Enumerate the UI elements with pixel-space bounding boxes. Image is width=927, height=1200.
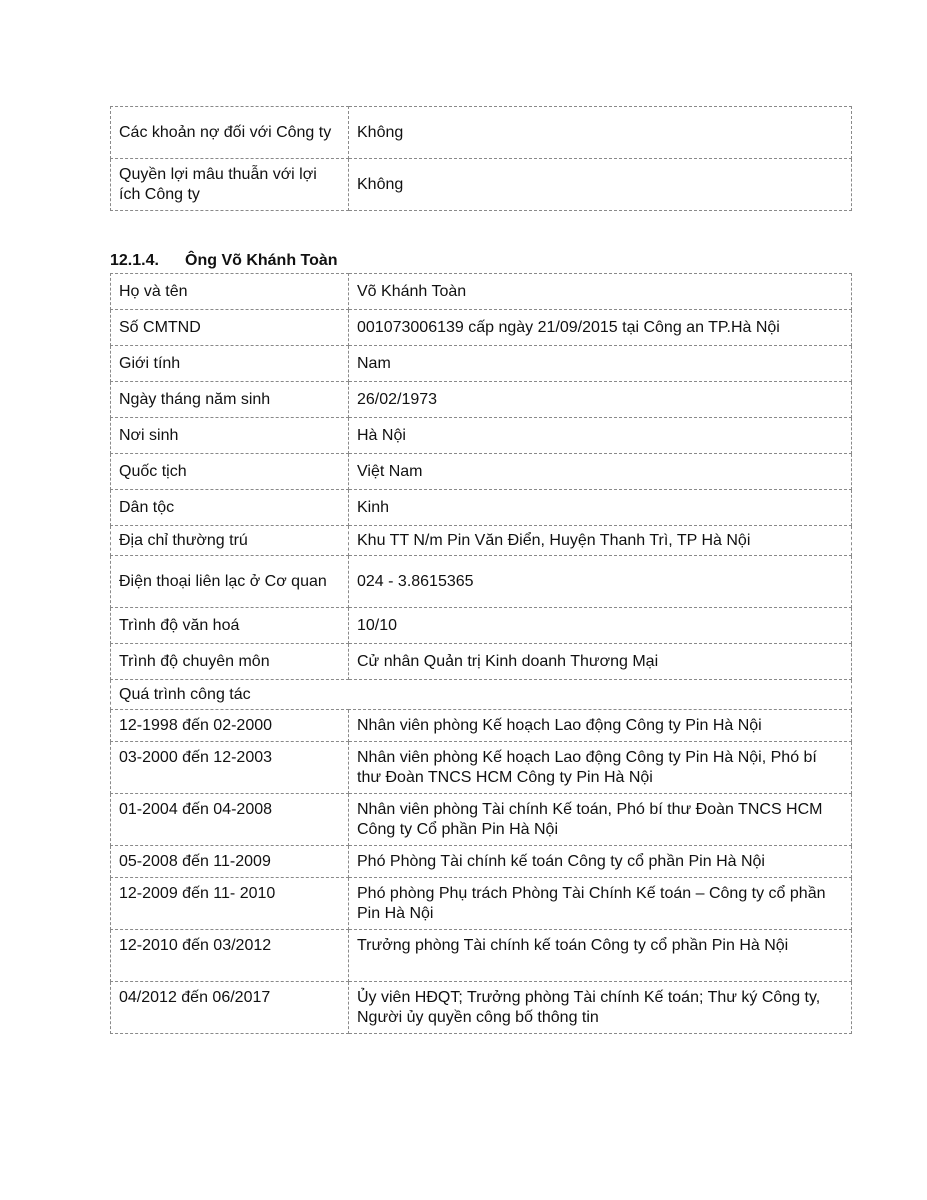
table-row: [111, 556, 852, 608]
row-label: Trình độ văn hoá: [111, 608, 349, 644]
row-value: Nam: [349, 346, 852, 382]
table-row: [111, 982, 852, 1034]
table-row: [111, 310, 852, 346]
personal-info-table: [110, 273, 852, 1034]
table-row: [111, 490, 852, 526]
row-label: Điện thoại liên lạc ở Cơ quan: [111, 556, 349, 608]
row-label: Họ và tên: [111, 274, 349, 310]
table-row: [111, 710, 852, 742]
row-value: Khu TT N/m Pin Văn Điển, Huyện Thanh Trì, TP Hà Nội: [349, 526, 852, 556]
row-value: Việt Nam: [349, 454, 852, 490]
row-label: Các khoản nợ đối với Công ty: [111, 107, 349, 159]
work-history-header-row: [111, 680, 852, 710]
work-period: 03-2000 đến 12-2003: [111, 742, 349, 794]
table-row: [111, 846, 852, 878]
work-period: 05-2008 đến 11-2009: [111, 846, 349, 878]
row-value: Võ Khánh Toàn: [349, 274, 852, 310]
row-value: 10/10: [349, 608, 852, 644]
row-label: Quyền lợi mâu thuẫn với lợi ích Công ty: [111, 159, 349, 211]
table-row: [111, 742, 852, 794]
table-row: [111, 878, 852, 930]
table-row: [111, 526, 852, 556]
row-label: Giới tính: [111, 346, 349, 382]
table-row: [111, 346, 852, 382]
work-description: Nhân viên phòng Kế hoạch Lao động Công ty Pin Hà Nội: [349, 710, 852, 742]
row-value: 26/02/1973: [349, 382, 852, 418]
row-value: Hà Nội: [349, 418, 852, 454]
work-description: Nhân viên phòng Tài chính Kế toán, Phó bí thư Đoàn TNCS HCM Công ty Cổ phần Pin Hà Nội: [349, 794, 852, 846]
liabilities-table: [110, 106, 852, 211]
work-history-header: Quá trình công tác: [111, 680, 852, 710]
row-value: 024 - 3.8615365: [349, 556, 852, 608]
table-row: [111, 930, 852, 982]
table-row: [111, 159, 852, 211]
row-label: Nơi sinh: [111, 418, 349, 454]
section-title: Ông Võ Khánh Toàn: [185, 252, 338, 269]
work-period: 12-1998 đến 02-2000: [111, 710, 349, 742]
row-value: Không: [349, 107, 852, 159]
work-period: 04/2012 đến 06/2017: [111, 982, 349, 1034]
work-period: 12-2010 đến 03/2012: [111, 930, 349, 982]
work-description: Phó Phòng Tài chính kế toán Công ty cổ phần Pin Hà Nội: [349, 846, 852, 878]
row-value: Cử nhân Quản trị Kinh doanh Thương Mại: [349, 644, 852, 680]
work-description: Nhân viên phòng Kế hoạch Lao động Công ty Pin Hà Nội, Phó bí thư Đoàn TNCS HCM Công ty Pin Hà Nội: [349, 742, 852, 794]
section-number: 12.1.4.: [110, 252, 159, 269]
work-description: Phó phòng Phụ trách Phòng Tài Chính Kế toán – Công ty cổ phần Pin Hà Nội: [349, 878, 852, 930]
table-row: [111, 274, 852, 310]
row-value: Kinh: [349, 490, 852, 526]
table-row: [111, 794, 852, 846]
work-description: Trưởng phòng Tài chính kế toán Công ty cổ phần Pin Hà Nội: [349, 930, 852, 982]
row-value: 001073006139 cấp ngày 21/09/2015 tại Công an TP.Hà Nội: [349, 310, 852, 346]
row-label: Trình độ chuyên môn: [111, 644, 349, 680]
row-label: Dân tộc: [111, 490, 349, 526]
table-row: [111, 418, 852, 454]
section-heading: [110, 251, 338, 271]
row-label: Quốc tịch: [111, 454, 349, 490]
row-label: Số CMTND: [111, 310, 349, 346]
row-label: Địa chỉ thường trú: [111, 526, 349, 556]
table-row: [111, 644, 852, 680]
table-row: [111, 454, 852, 490]
work-period: 01-2004 đến 04-2008: [111, 794, 349, 846]
table-row: [111, 382, 852, 418]
work-period: 12-2009 đến 11- 2010: [111, 878, 349, 930]
row-value: Không: [349, 159, 852, 211]
table-row: [111, 608, 852, 644]
work-description: Ủy viên HĐQT; Trưởng phòng Tài chính Kế toán; Thư ký Công ty, Người ủy quyền công bố thông tin: [349, 982, 852, 1034]
table-row: [111, 107, 852, 159]
row-label: Ngày tháng năm sinh: [111, 382, 349, 418]
